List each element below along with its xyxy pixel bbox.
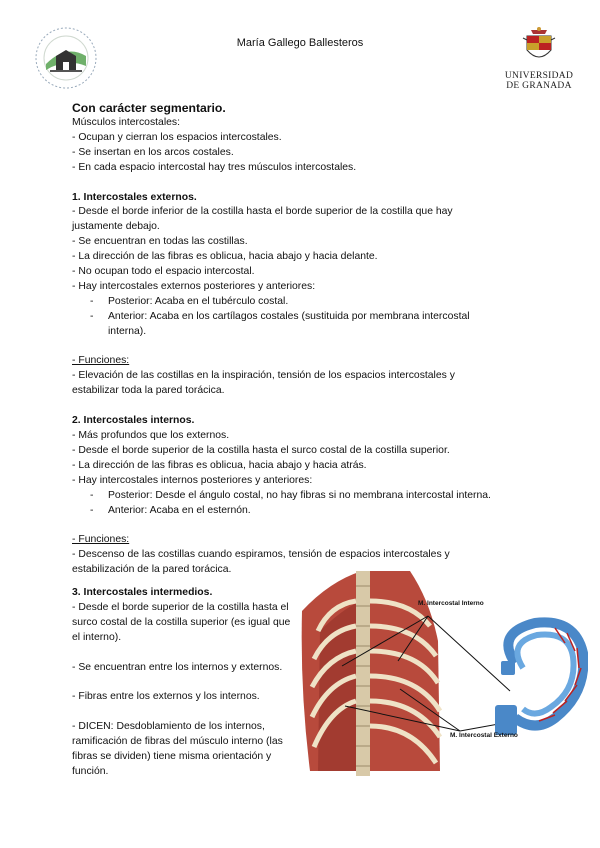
text-line: - Desde el borde superior de la costilla hasta el surco costal de la costilla superior (es igual que el interno). xyxy=(72,601,291,643)
section-title: Con carácter segmentario. xyxy=(72,101,226,115)
text-line: - No ocupan todo el espacio intercostal. xyxy=(72,266,255,278)
university-crest-icon xyxy=(521,26,557,66)
text-line: - La dirección de las fibras es oblicua, hacia abajo y hacia atrás. xyxy=(72,459,367,471)
label-intercostal-interno: M. Intercostal Interno xyxy=(418,600,484,607)
text-line: - La dirección de las fibras es oblicua, hacia abajo y hacia delante. xyxy=(72,251,378,263)
text-line: - Se encuentran entre los internos y externos. xyxy=(72,661,283,673)
text-line: - Desde el borde inferior de la costilla hasta el borde superior de la costilla que hay justamente debajo. xyxy=(72,206,453,233)
bullet-line: - En cada espacio intercostal hay tres músculos intercostales. xyxy=(72,161,357,173)
heading-externos: 1. Intercostales externos. xyxy=(72,191,197,203)
funciones-text: - Descenso de las costillas cuando espiramos, tensión de espacios intercostales y estabilización de la pared torácica. xyxy=(72,549,450,576)
intro-line: Músculos intercostales: xyxy=(72,117,180,128)
funciones-label: - Funciones: xyxy=(72,355,130,367)
text-line: - Desde el borde superior de la costilla hasta el surco costal de la costilla superior. xyxy=(72,444,450,456)
text-line: - DICEN: Desdoblamiento de los internos, ramificación de fibras del músculo interno (las fibras se dividen) tiene misma orientación y función. xyxy=(72,721,283,777)
intermedios-column xyxy=(72,586,297,780)
funciones-text: - Elevación de las costillas en la inspiración, tensión de los espacios intercostales y estabilizar toda la pared torácica. xyxy=(72,370,455,397)
sub-item: - Posterior: Desde el ángulo costal, no hay fibras si no membrana intercostal interna. xyxy=(90,489,491,501)
funciones-label: - Funciones: xyxy=(72,534,130,546)
text-line: - Más profundos que los externos. xyxy=(72,429,230,441)
text-line: - Fibras entre los externos y los internos. xyxy=(72,691,260,703)
school-logo xyxy=(34,26,98,90)
author-name: María Gallego Ballesteros xyxy=(236,37,364,49)
heading-intermedios: 3. Intercostales intermedios. xyxy=(72,587,213,598)
university-logo xyxy=(503,26,575,94)
anatomy-figure xyxy=(300,571,588,776)
main-content xyxy=(72,101,497,578)
text-line: - Hay intercostales internos posteriores y anteriores: xyxy=(72,474,313,486)
heading-internos: 2. Intercostales internos. xyxy=(72,415,195,427)
label-intercostal-externo: M. Intercostal Externo xyxy=(450,732,518,739)
sub-item: - Anterior: Acaba en los cartílagos costales (sustituida por membrana intercostal interna). xyxy=(90,310,470,337)
sub-item: - Posterior: Acaba en el tubérculo costal. xyxy=(90,295,289,307)
sub-item: - Anterior: Acaba en el esternón. xyxy=(90,504,251,516)
university-name-line1: UNIVERSIDAD xyxy=(504,71,574,81)
bullet-line: - Ocupan y cierran los espacios intercostales. xyxy=(72,131,282,143)
bullet-line: - Se insertan en los arcos costales. xyxy=(72,146,234,158)
text-line: - Se encuentran en todas las costillas. xyxy=(72,236,248,248)
university-name-line2: DE GRANADA xyxy=(506,81,572,91)
text-line: - Hay intercostales externos posteriores y anteriores: xyxy=(72,280,316,292)
